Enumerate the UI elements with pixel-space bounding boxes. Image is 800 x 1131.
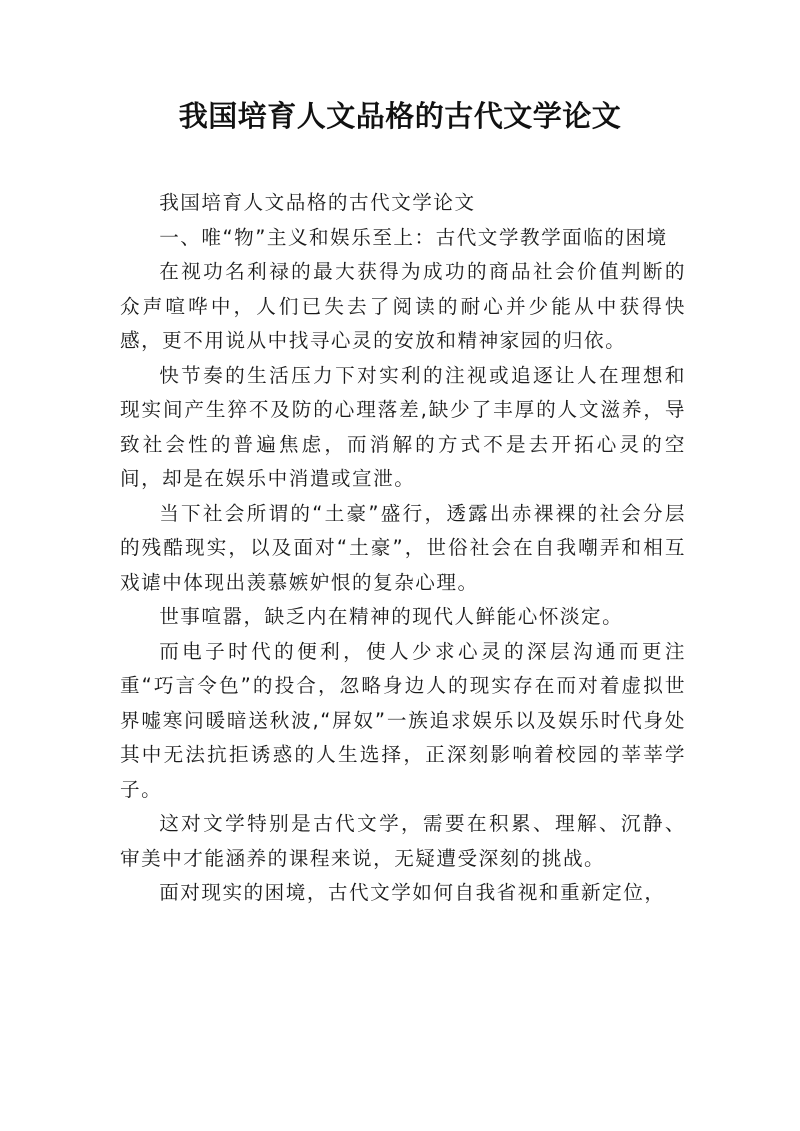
paragraph: 而电子时代的便利，使人少求心灵的深层沟通而更注重“巧言令色”的投合，忽略身边人的现实存在而对着虚拟世界嘘寒问暖暗送秋波,“屏奴”一族追求娱乐以及娱乐时代身处其中无法抗拒诱惑的人生选择，正深刻影响着校园的莘莘学子。 bbox=[120, 639, 686, 801]
paragraph: 世事喧嚣，缺乏内在精神的现代人鲜能心怀淡定。 bbox=[159, 605, 624, 628]
paragraph: 在视功名利禄的最大获得为成功的商品社会价值判断的众声喧哗中，人们已失去了阅读的耐心并少能从中获得快感，更不用说从中找寻心灵的安放和精神家园的归依。 bbox=[120, 260, 686, 352]
paragraph-heading-repeat: 我国培育人文品格的古代文学论文 bbox=[159, 191, 476, 214]
paragraph: 当下社会所谓的“土豪”盛行，透露出赤裸裸的社会分层的残酷现实，以及面对“土豪”，世俗社会在自我嘲弄和相互戏谑中体现出羡慕嫉妒恨的复杂心理。 bbox=[120, 501, 686, 594]
paragraph: 快节奏的生活压力下对实利的注视或追逐让人在理想和现实间产生猝不及防的心理落差,缺少了丰厚的人文滋养，导致社会性的普遍焦虑，而消解的方式不是去开拓心灵的空间，却是在娱乐中消遣或宣泄。 bbox=[120, 363, 686, 490]
document-body bbox=[120, 186, 686, 911]
section-heading: 一、唯“物”主义和娱乐至上：古代文学教学面临的困境 bbox=[159, 225, 668, 249]
paragraph: 面对现实的困境，古代文学如何自我省视和重新定位， bbox=[159, 881, 666, 904]
document-title: 我国培育人文品格的古代文学论文 bbox=[178, 99, 622, 133]
paragraph: 这对文学特别是古代文学，需要在积累、理解、沉静、审美中才能涵养的课程来说，无疑遭受深刻的挑战。 bbox=[120, 812, 686, 870]
